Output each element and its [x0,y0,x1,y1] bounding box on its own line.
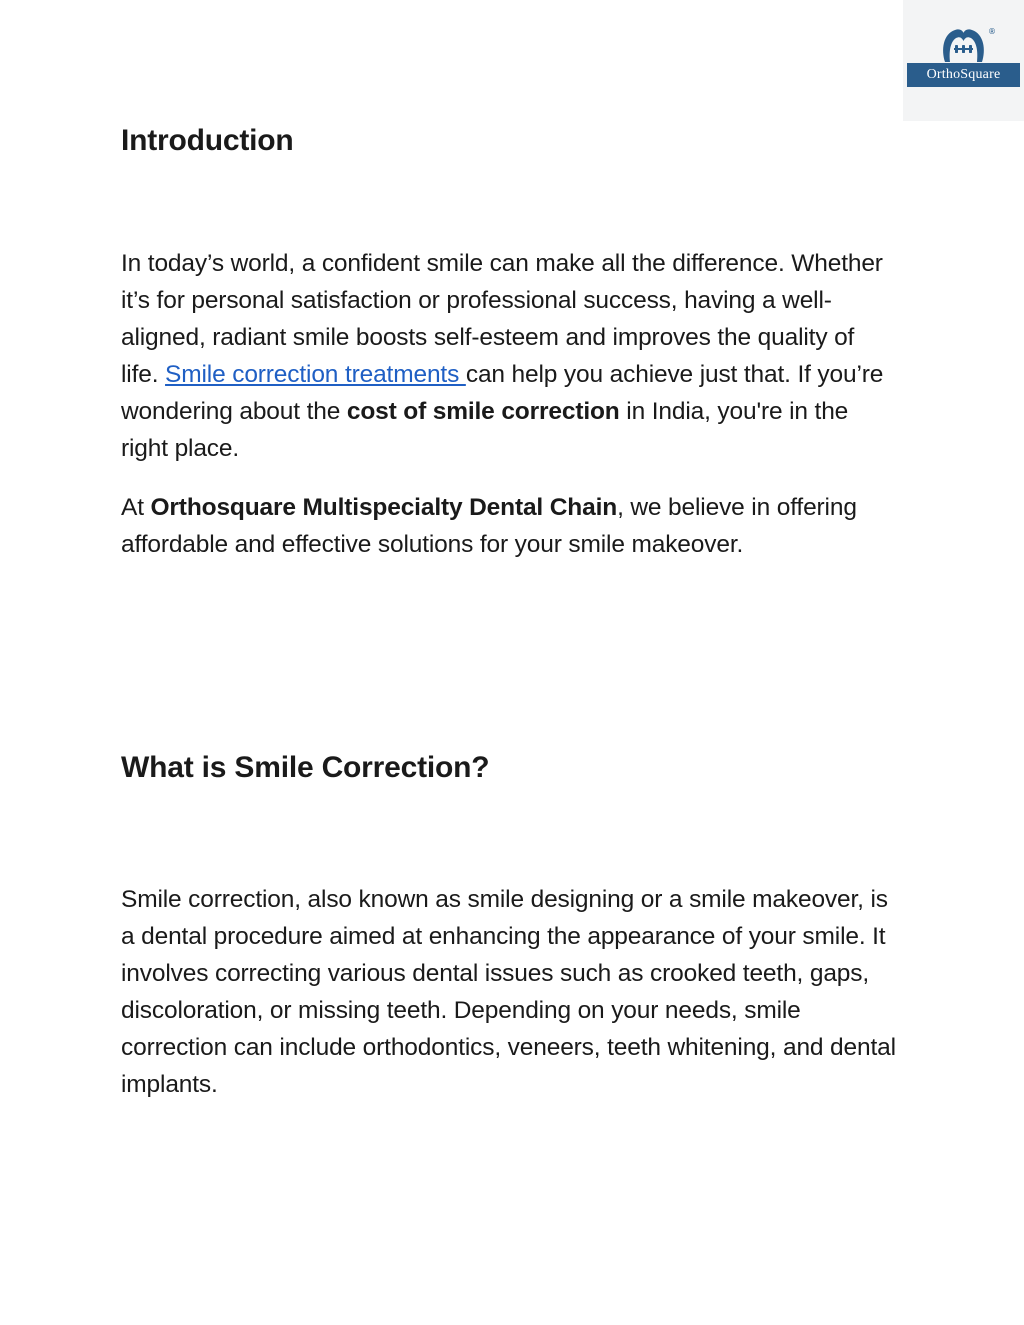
intro-paragraph-2 [121,489,896,563]
intro-paragraph-1 [121,245,896,467]
section2-heading: What is Smile Correction? [121,751,490,784]
intro-p1-text-1: In today’s world, a confident smile can make all the difference. Whether it’s for personal satisfaction or professional success, having a well-aligned, radiant smile boosts self-esteem and improves the quality of life. [121,250,883,388]
tooth-braces-icon [907,24,1020,66]
intro-p1-text-3: in India, you're in the right place. [121,398,849,462]
smile-correction-treatments-link[interactable]: Smile correction treatments [165,361,466,388]
intro-p1-bold: cost of smile correction [346,398,620,425]
intro-p2-bold: Orthosquare Multispecialty Dental Chain [150,494,618,521]
intro-heading: Introduction [121,124,294,157]
registered-mark: ® [988,27,996,36]
section2-paragraph-1: Smile correction, also known as smile designing or a smile makeover, is a dental procedure aimed at enhancing the appearance of your smile. It involves correcting various dental issues such as crooked teeth, gaps, discoloration, or missing teeth. Depending on your needs, smile correction can include orthodontics, veneers, teeth whitening, and dental implants. [121,886,896,1098]
intro-p2-text-1: At [121,494,151,521]
orthosquare-logo [903,0,1024,121]
logo-wordmark: OrthoSquare [907,63,1020,87]
intro-p1-text-2: can help you achieve just that. If you’re wondering about the [121,361,884,425]
intro-p2-text-2: , we believe in offering affordable and effective solutions for your smile makeover. [121,494,857,558]
